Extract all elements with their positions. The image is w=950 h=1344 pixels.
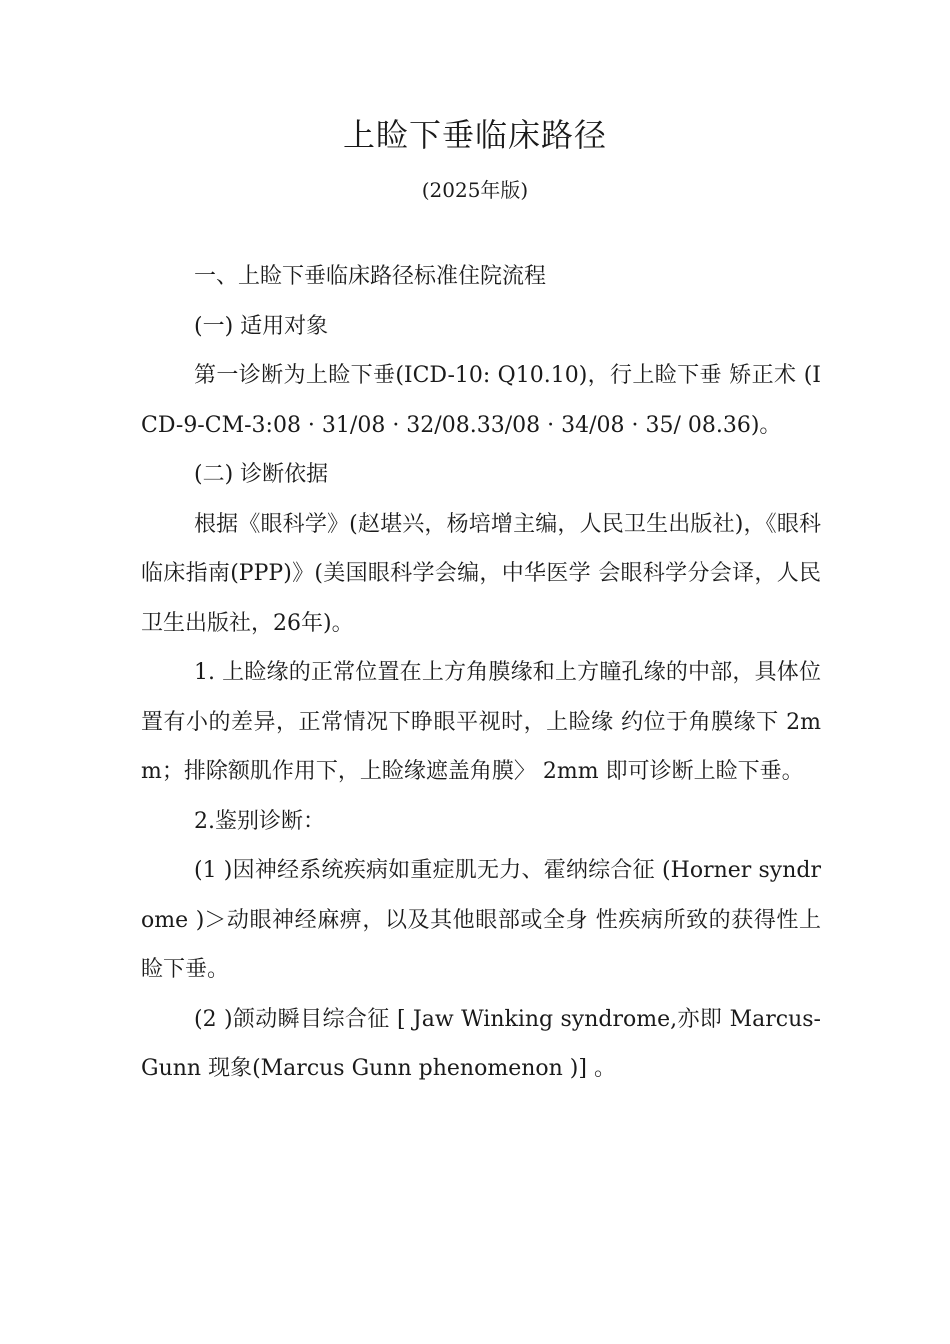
subsection-heading-diagnostic-basis: (二) 诊断依据 — [194, 462, 329, 487]
document-title: 上睑下垂临床路径 — [342, 116, 607, 154]
document-body — [141, 252, 821, 1094]
paragraph-item-2: 2.鉴别诊断： — [194, 808, 325, 834]
paragraph-item-2-1: (1 )因神经系统疾病如重症肌无力、霍纳综合征 (Horner syndrome )＞动眼神经麻痹，以及其他眼部或全身 性疾病所致的获得性上睑下垂。 — [141, 858, 821, 982]
paragraph-applicable-subjects: 第一诊断为上睑下垂(ICD-10: Q10.10)，行上睑下垂 矫正术 (ICD-9-CM-3:08 · 31/08 · 32/08.33/08 · 34/08 · 35/ 08.36)。 — [141, 363, 821, 438]
subsection-heading-applicable-subjects: (一) 适用对象 — [194, 313, 329, 339]
paragraph-item-1: 1. 上睑缘的正常位置在上方角膜缘和上方瞳孔缘的中部，具体位置有小的差异，正常情况下睁眼平视时，上睑缘 约位于角膜缘下 2mm；排除额肌作用下，上睑缘遮盖角膜〉 2mm 即可诊断上睑下垂。 — [141, 660, 821, 784]
document-subtitle: (2025年版) — [421, 178, 529, 202]
section-heading: 一、上睑下垂临床路径标准住院流程 — [194, 264, 547, 289]
paragraph-item-2-2: (2 )颌动瞬目综合征 [ Jaw Winking syndrome,亦即 Marcus-Gunn 现象(Marcus Gunn phenomenon )] 。 — [141, 1006, 821, 1081]
paragraph-diagnostic-basis: 根据《眼科学》(赵堪兴，杨培增主编，人民卫生出版社)，《眼科临床指南(PPP)》(美国眼科学会编，中华医学 会眼科学分会译，人民卫生出版社，26年)。 — [141, 511, 821, 636]
